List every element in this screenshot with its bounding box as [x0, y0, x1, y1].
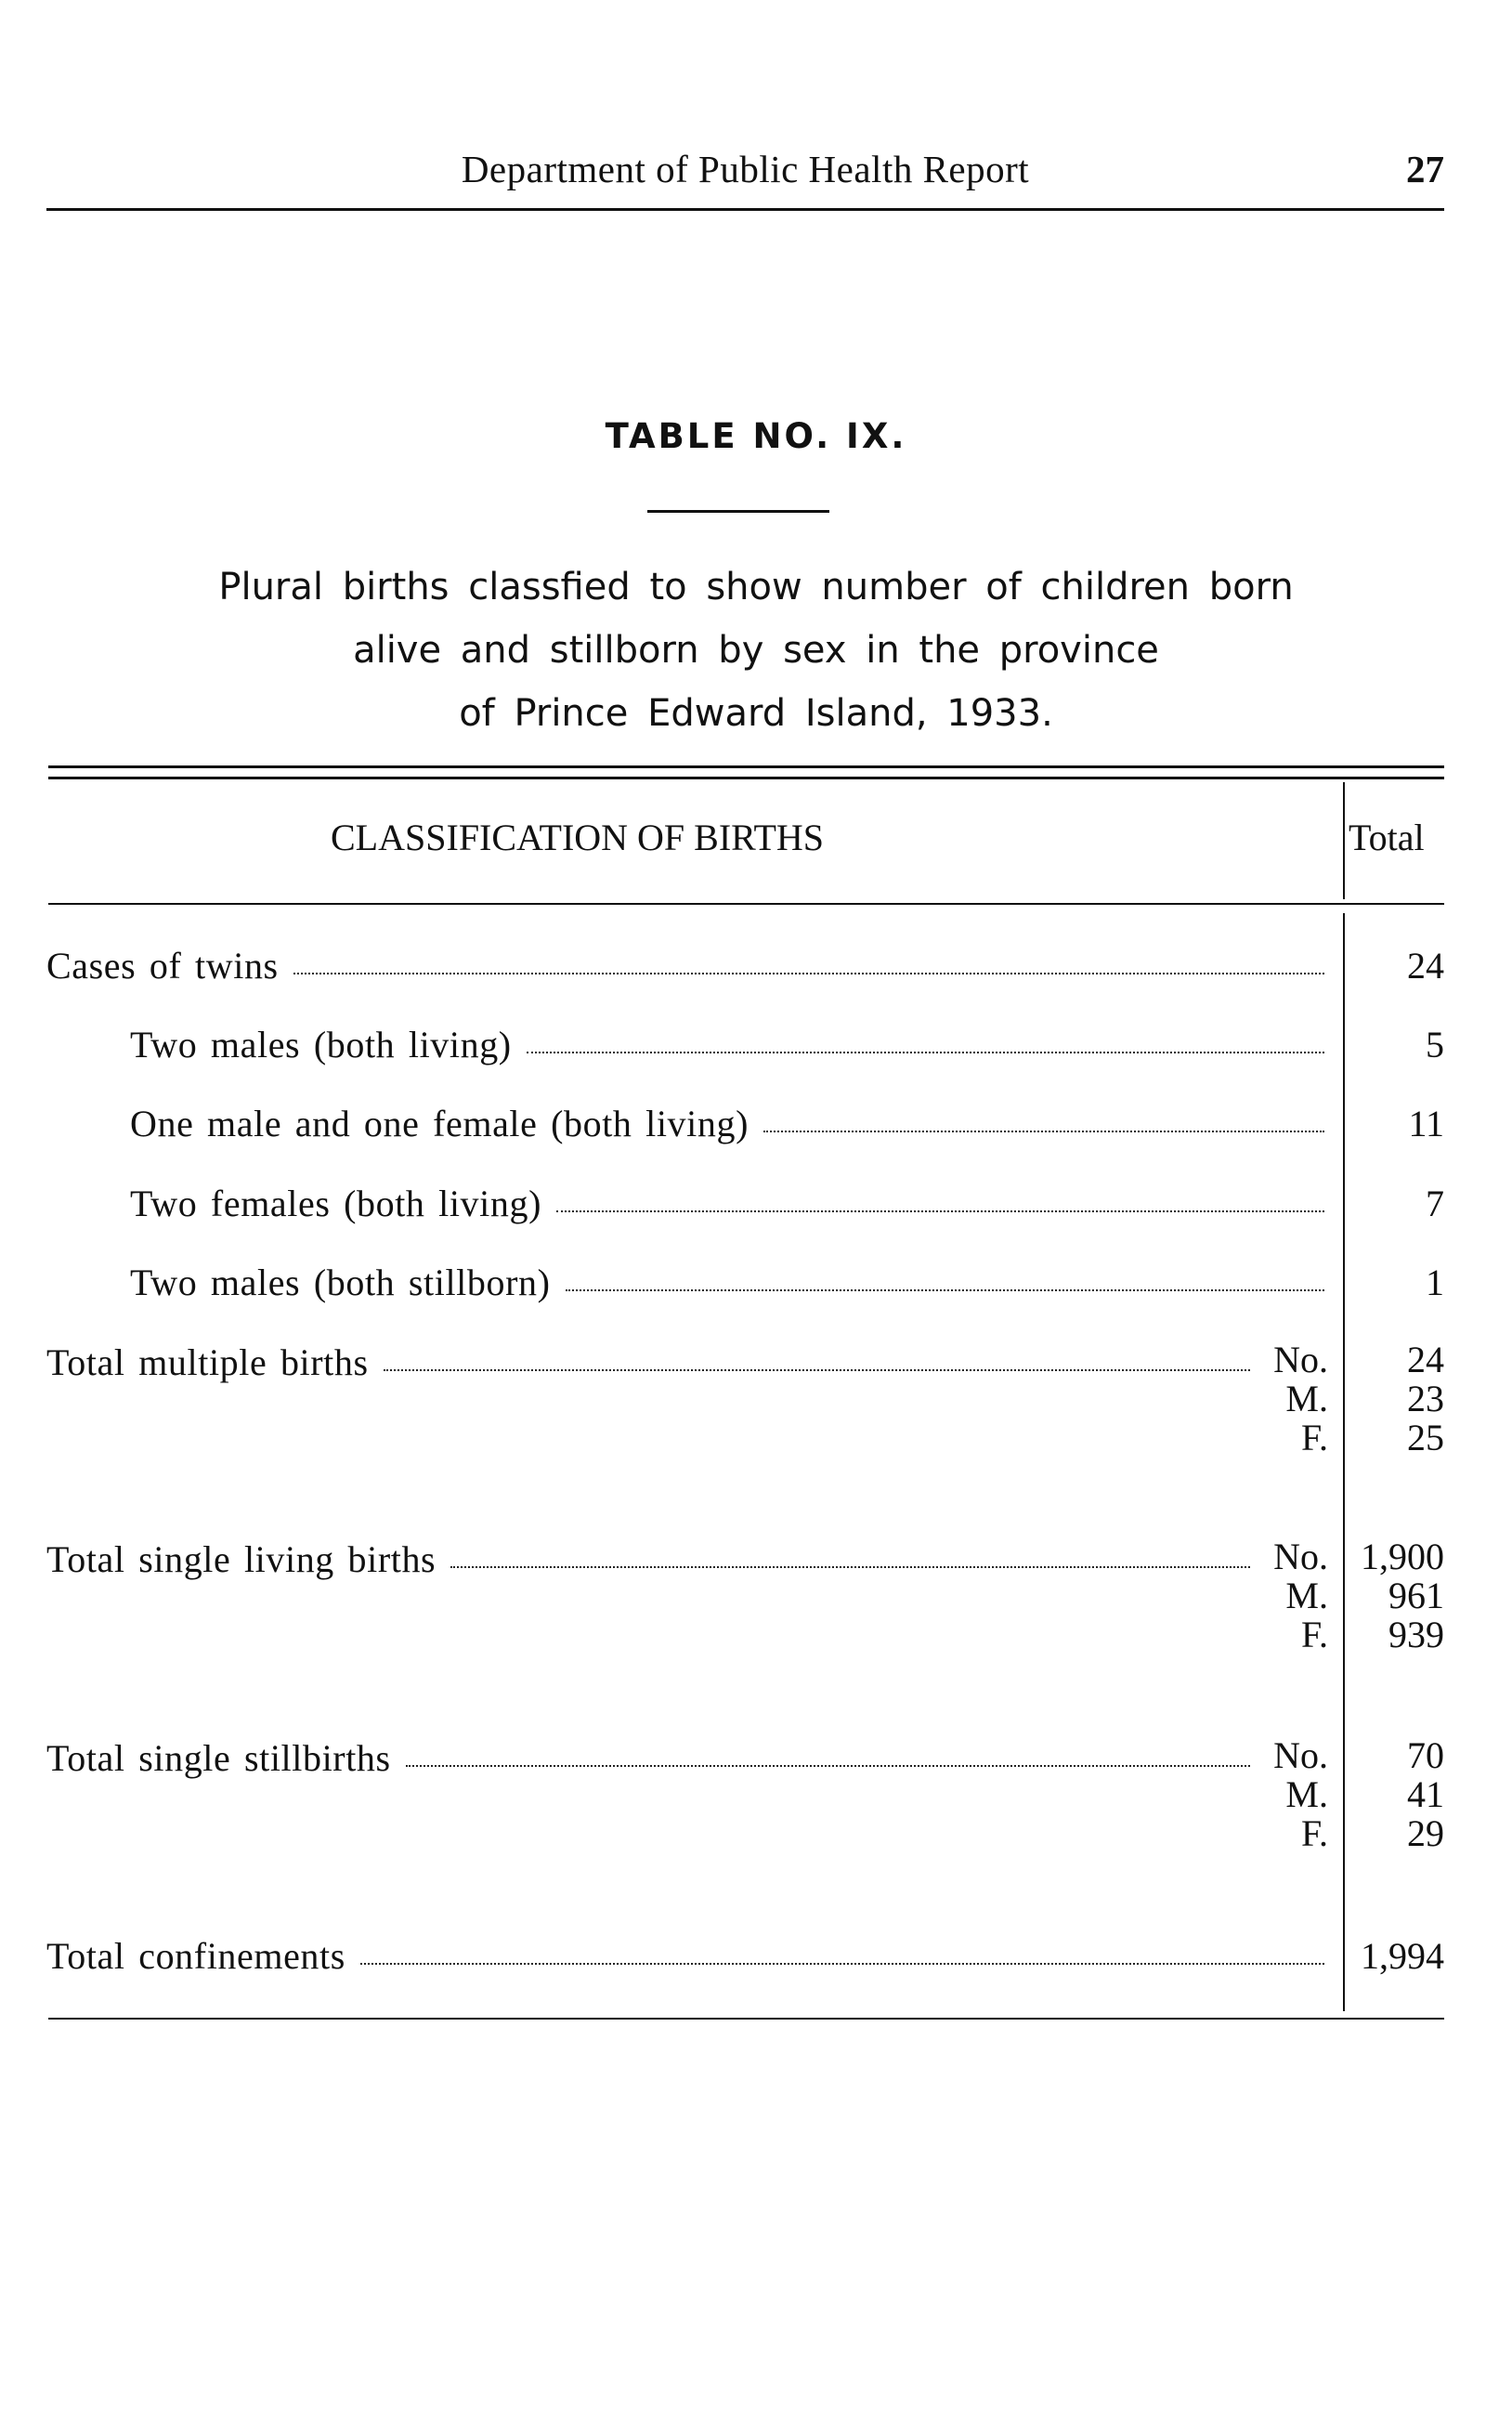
row-label: Two males (both living): [130, 1024, 512, 1066]
table-row: [46, 1736, 1254, 1783]
table-row: [130, 1182, 1328, 1228]
dot-leader: [763, 1131, 1324, 1132]
dot-leader: [406, 1765, 1250, 1767]
sub-label-no: No.: [1273, 1734, 1328, 1776]
sub-label-no: No.: [1273, 1536, 1328, 1577]
sub-label-f: F.: [1300, 1417, 1328, 1458]
value-f: 25: [1407, 1417, 1444, 1458]
table-header-rule: [48, 903, 1444, 905]
group-values: [1349, 1537, 1444, 1654]
column-divider: [1343, 913, 1345, 2011]
value-no: 1,900: [1361, 1536, 1444, 1577]
row-label: Cases of twins: [46, 945, 279, 987]
subtitle-line: alive and stillborn by sex in the province: [353, 629, 1159, 672]
title-rule: [647, 510, 829, 513]
sub-label-m: M.: [1285, 1773, 1328, 1815]
row-value: 24: [1407, 945, 1444, 987]
row-value: 7: [1426, 1183, 1444, 1224]
dot-leader: [566, 1289, 1324, 1291]
sub-label-no: No.: [1273, 1339, 1328, 1380]
table-row: [130, 1261, 1328, 1307]
table-row: [46, 1537, 1254, 1584]
sub-label-f: F.: [1300, 1614, 1328, 1655]
value-m: 41: [1407, 1773, 1444, 1815]
table-top-rule: [48, 765, 1444, 779]
sub-labels: [1207, 1736, 1328, 1853]
value-no: 70: [1407, 1734, 1444, 1776]
sub-label-f: F.: [1300, 1812, 1328, 1854]
row-value: 11: [1408, 1103, 1444, 1144]
row-label: Total multiple births: [46, 1341, 369, 1383]
row-label: Total single stillbirths: [46, 1737, 391, 1779]
dot-leader: [527, 1052, 1324, 1053]
column-heading-classification: CLASSIFICATION OF BIRTHS: [331, 817, 825, 858]
row-value: 1: [1426, 1262, 1444, 1303]
table-number: TABLE NO. IX.: [605, 416, 907, 456]
dot-leader: [293, 973, 1324, 974]
dot-leader: [450, 1566, 1250, 1568]
header-title: Department of Public Health Report: [461, 148, 1030, 190]
dot-leader: [360, 1963, 1324, 1965]
value-m: 961: [1388, 1575, 1444, 1616]
row-value: 5: [1426, 1024, 1444, 1066]
sub-label-m: M.: [1285, 1575, 1328, 1616]
group-values: [1349, 1736, 1444, 1853]
row-label: Total single living births: [46, 1538, 437, 1580]
sub-labels: [1207, 1340, 1328, 1458]
table-row: [130, 1023, 1328, 1069]
value-f: 939: [1388, 1614, 1444, 1655]
sub-label-m: M.: [1285, 1378, 1328, 1419]
subtitle-line: Plural births classfied to show number of children born: [218, 566, 1294, 608]
column-heading-total: Total: [1349, 817, 1425, 858]
dot-leader: [556, 1210, 1324, 1212]
page-header: [46, 147, 1444, 203]
row-label: One male and one female (both living): [130, 1103, 749, 1144]
table-row: [130, 1102, 1328, 1148]
row-value: 1,994: [1361, 1935, 1444, 1977]
table-row: [46, 1340, 1254, 1387]
row-label: Total confinements: [46, 1935, 345, 1977]
value-f: 29: [1407, 1812, 1444, 1854]
value-no: 24: [1407, 1339, 1444, 1380]
table-subtitle: [106, 556, 1406, 745]
header-rule: [46, 208, 1444, 211]
subtitle-line: of Prince Edward Island, 1933.: [459, 692, 1053, 735]
row-label: Two males (both stillborn): [130, 1262, 551, 1303]
row-label: Two females (both living): [130, 1183, 541, 1224]
dot-leader: [384, 1369, 1250, 1371]
sub-labels: [1207, 1537, 1328, 1654]
table-row: [46, 944, 1328, 990]
column-divider: [1343, 782, 1345, 899]
page-number: 27: [1406, 148, 1444, 190]
group-values: [1349, 1340, 1444, 1458]
table-bottom-rule: [48, 2018, 1444, 2020]
table-row: [46, 1934, 1328, 1981]
value-m: 23: [1407, 1378, 1444, 1419]
